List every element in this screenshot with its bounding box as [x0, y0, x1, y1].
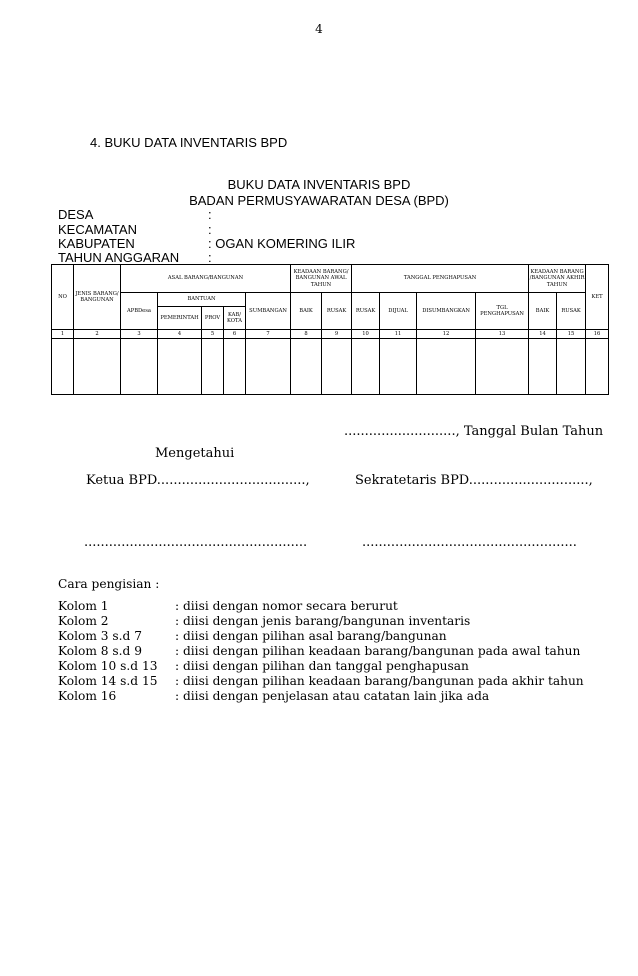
- inventory-table: [51, 264, 609, 395]
- col-number: 9: [322, 330, 352, 339]
- col-number: 1: [52, 330, 74, 339]
- ketua-signature: Ketua BPD....................................,: [86, 473, 310, 488]
- col-number: 6: [224, 330, 246, 339]
- header-baik-akhir: BAIK: [529, 293, 557, 330]
- info-desa: [58, 207, 212, 222]
- info-value: : OGAN KOMERING ILIR: [208, 236, 356, 251]
- guide-text: : diisi dengan jenis barang/bangunan inventaris: [175, 614, 471, 628]
- guide-key: Kolom 3 s.d 7: [58, 629, 142, 643]
- col-number: 13: [476, 330, 529, 339]
- empty-cell: [417, 339, 476, 395]
- col-number: 14: [529, 330, 557, 339]
- empty-cell: [291, 339, 322, 395]
- empty-cell: [352, 339, 380, 395]
- mengetahui-label: Mengetahui: [155, 446, 235, 461]
- guide-row: [58, 674, 584, 688]
- guide-text: : diisi dengan pilihan dan tanggal penghapusan: [175, 659, 469, 673]
- col-number: 7: [246, 330, 291, 339]
- section-title: 4. BUKU DATA INVENTARIS BPD: [90, 135, 288, 150]
- header-rusak: RUSAK: [322, 293, 352, 330]
- guide-key: Kolom 16: [58, 689, 117, 703]
- empty-cell: [158, 339, 202, 395]
- guide-key: Kolom 1: [58, 599, 109, 613]
- guide-text: : diisi dengan pilihan keadaan barang/bangunan pada akhir tahun: [175, 674, 584, 688]
- col-number: 2: [74, 330, 121, 339]
- guide-row: [58, 644, 580, 658]
- col-number: 4: [158, 330, 202, 339]
- info-value: :: [208, 207, 212, 222]
- doc-subtitle: BADAN PERMUSYAWARATAN DESA (BPD): [189, 193, 449, 208]
- info-label: KECAMATAN: [58, 222, 137, 237]
- header-tgl-penghapusan: TGL PENGHAPUSAN: [476, 293, 529, 330]
- guide-key: Kolom 14 s.d 15: [58, 674, 158, 688]
- guide-row: [58, 659, 469, 673]
- empty-cell: [224, 339, 246, 395]
- info-label: DESA: [58, 207, 94, 222]
- header-kab-kota: KAB/ KOTA: [224, 307, 246, 330]
- col-number: 15: [557, 330, 586, 339]
- empty-cell: [476, 339, 529, 395]
- guide-row: [58, 599, 398, 613]
- col-number: 11: [380, 330, 417, 339]
- header-ket: KET: [586, 265, 609, 330]
- empty-cell: [586, 339, 609, 395]
- header-keadaan-akhir: KEADAAN BARANG /BANGUNAN AKHIR TAHUN: [529, 265, 586, 293]
- header-rusak-akhir: RUSAK: [557, 293, 586, 330]
- empty-cell: [202, 339, 224, 395]
- header-jenis: JENIS BARANG/ BANGUNAN: [74, 265, 121, 330]
- header-dijual: DIJUAL: [380, 293, 417, 330]
- header-no: NO: [52, 265, 74, 330]
- header-disumbangkan: DISUMBANGKAN: [417, 293, 476, 330]
- guide-text: : diisi dengan pilihan asal barang/bangunan: [175, 629, 447, 643]
- empty-cell: [557, 339, 586, 395]
- guide-text: : diisi dengan pilihan keadaan barang/bangunan pada awal tahun: [175, 644, 581, 658]
- header-sumbangan: SUMBANGAN: [246, 293, 291, 330]
- guide-key: Kolom 8 s.d 9: [58, 644, 142, 658]
- sekretaris-signature: Sekratetaris BPD.............................,: [355, 473, 593, 488]
- empty-cell: [529, 339, 557, 395]
- col-number: 8: [291, 330, 322, 339]
- empty-cell: [246, 339, 291, 395]
- header-baik: BAIK: [291, 293, 322, 330]
- guide-key: Kolom 10 s.d 13: [58, 659, 158, 673]
- col-number: 12: [417, 330, 476, 339]
- col-number: 10: [352, 330, 380, 339]
- guide-text: : diisi dengan penjelasan atau catatan lain jika ada: [175, 689, 490, 703]
- header-prov: PROV: [202, 307, 224, 330]
- col-number: 16: [586, 330, 609, 339]
- guide-key: Kolom 2: [58, 614, 109, 628]
- header-tanggal-penghapusan: TANGGAL PENGHAPUSAN: [352, 265, 529, 293]
- header-rusak-penghapusan: RUSAK: [352, 293, 380, 330]
- guide-row: [58, 629, 447, 643]
- page-number: 4: [315, 22, 323, 36]
- info-label: KABUPATEN: [58, 236, 135, 251]
- empty-cell: [52, 339, 74, 395]
- info-label: TAHUN ANGGARAN: [58, 250, 180, 265]
- guide-text: : diisi dengan nomor secara berurut: [175, 599, 398, 613]
- date-line: ..........................., Tanggal Bulan Tahun: [344, 424, 604, 439]
- header-bantuan: BANTUAN: [158, 293, 246, 307]
- empty-cell: [380, 339, 417, 395]
- doc-title: BUKU DATA INVENTARIS BPD: [227, 177, 411, 192]
- guide-title: Cara pengisian :: [58, 577, 160, 591]
- info-tahun-anggaran: [58, 250, 212, 265]
- empty-cell: [74, 339, 121, 395]
- info-value: :: [208, 222, 212, 237]
- sekretaris-name-line: ....................................................: [362, 535, 577, 550]
- guide-row: [58, 614, 470, 628]
- guide-row: [58, 689, 489, 703]
- info-value: :: [208, 250, 212, 265]
- table-row: [52, 339, 609, 395]
- col-number: 3: [121, 330, 158, 339]
- info-kecamatan: [58, 222, 212, 237]
- ketua-name-line: ......................................................: [84, 535, 308, 550]
- empty-cell: [322, 339, 352, 395]
- header-asal: ASAL BARANG/BANGUNAN: [121, 265, 291, 293]
- header-keadaan-awal: KEADAAN BARANG/ BANGUNAN AWAL TAHUN: [291, 265, 352, 293]
- empty-cell: [121, 339, 158, 395]
- header-pemerintah: PEMERINTAH: [158, 307, 202, 330]
- info-kabupaten: [58, 236, 355, 251]
- col-number: 5: [202, 330, 224, 339]
- header-apbdesa: APBDesa: [121, 293, 158, 330]
